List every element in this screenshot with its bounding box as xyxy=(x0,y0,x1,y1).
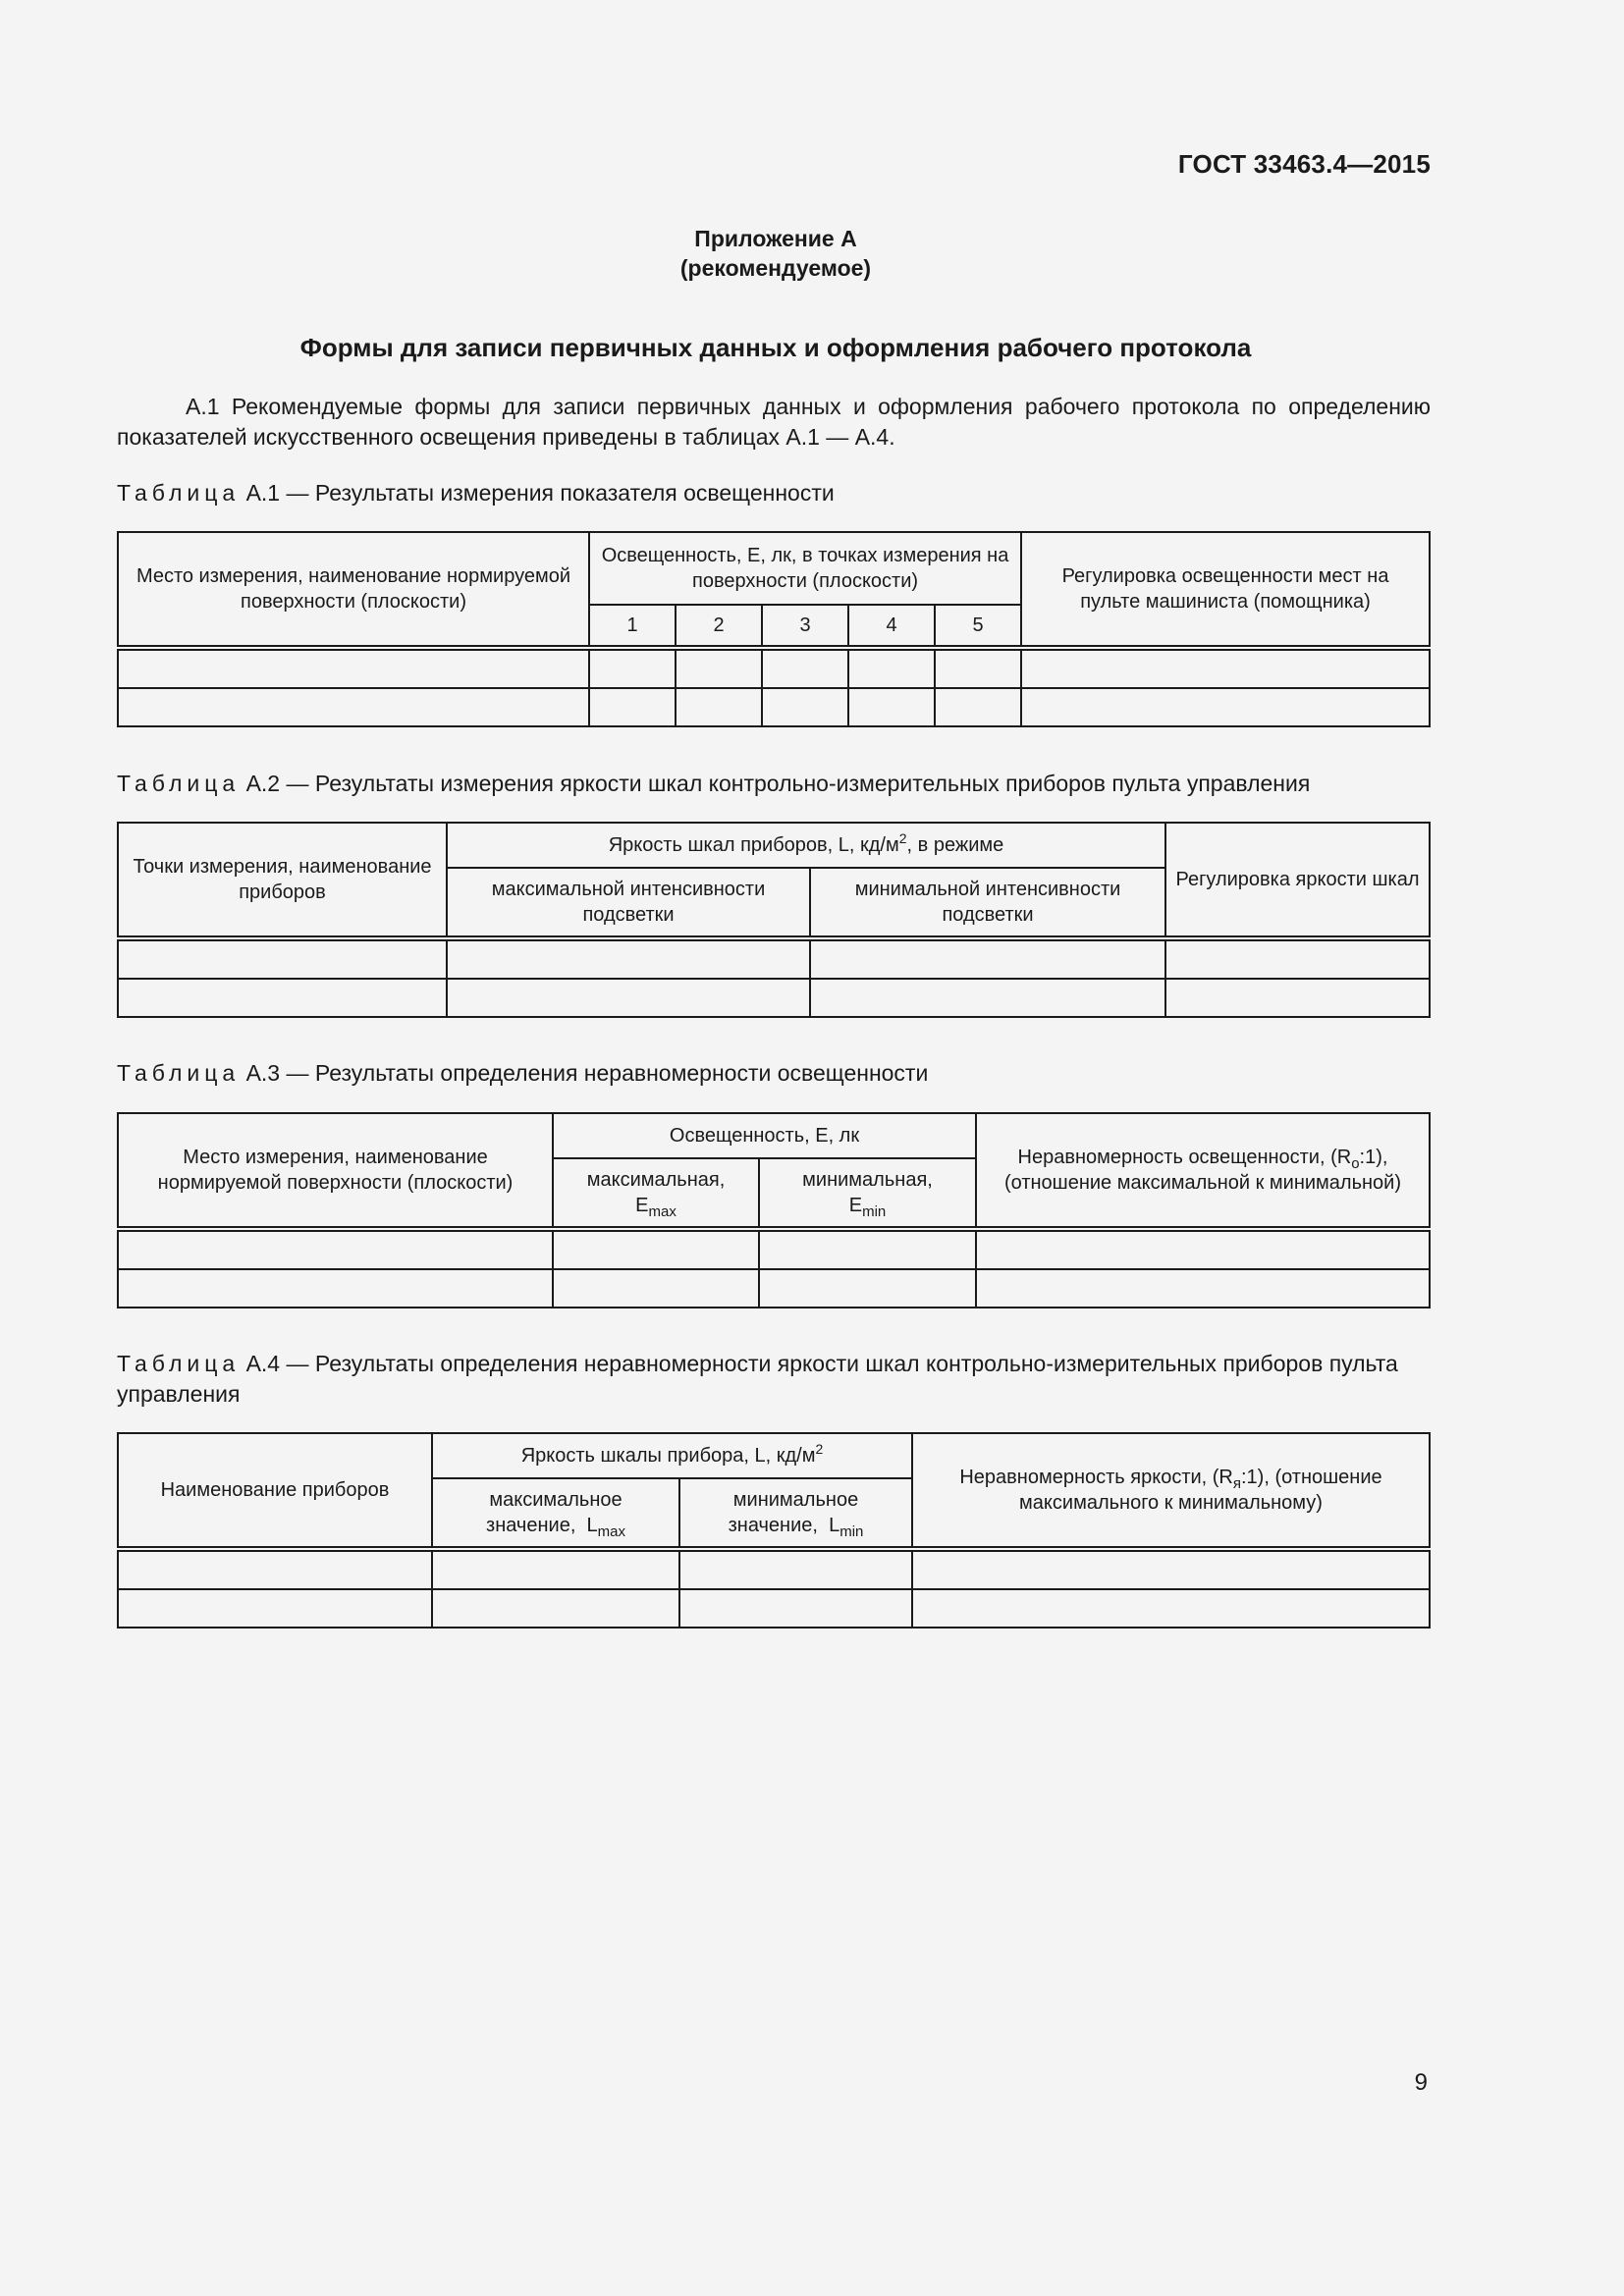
input-cell[interactable] xyxy=(118,979,447,1017)
input-cell[interactable] xyxy=(1165,938,1430,979)
t2-header-max: максимальной интенсивности подсветки xyxy=(447,868,810,938)
input-cell[interactable] xyxy=(976,1229,1430,1269)
input-cell[interactable] xyxy=(432,1589,679,1628)
input-cell[interactable] xyxy=(848,688,935,726)
table-row xyxy=(118,938,1430,979)
t3-header-min: минимальная, $E_{min}$ xyxy=(759,1158,976,1229)
t3-header-max: максимальная, $E_{max}$ xyxy=(553,1158,759,1229)
input-cell[interactable] xyxy=(553,1269,759,1308)
table-a1-caption xyxy=(117,478,1431,508)
t2-header-brightness: Яркость шкал приборов, L, $кд/м^2$, в режиме xyxy=(447,823,1165,868)
table-number: А.2 xyxy=(245,771,281,796)
t1-header-adjustment: Регулировка освещенности мест на пульте машиниста (помощника) xyxy=(1021,532,1430,648)
input-cell[interactable] xyxy=(912,1549,1430,1589)
standard-header: ГОСТ 33463.4—2015 xyxy=(1177,149,1431,179)
input-cell[interactable] xyxy=(447,979,810,1017)
t4-header-instruments: Наименование приборов xyxy=(118,1433,432,1549)
t1-point-1: 1 xyxy=(589,605,676,648)
input-cell[interactable] xyxy=(118,1589,432,1628)
t3-header-location: Место измерения, наименование нормируемой поверхности (плоскости) xyxy=(118,1113,553,1229)
table-a3-caption xyxy=(117,1058,1431,1089)
section-title: Формы для записи первичных данных и оформления рабочего протокола xyxy=(299,333,1252,362)
table-title: — Результаты определения неравномерности яркости шкал контрольно-измерительных приборов пульта управления xyxy=(117,1351,1398,1407)
input-cell[interactable] xyxy=(118,1549,432,1589)
input-cell[interactable] xyxy=(118,1229,553,1269)
appendix-heading xyxy=(0,224,1551,283)
t2-header-min: минимальной интенсивности подсветки xyxy=(810,868,1165,938)
input-cell[interactable] xyxy=(589,688,676,726)
t2-header-adjustment: Регулировка яркости шкал xyxy=(1165,823,1430,938)
t1-point-3: 3 xyxy=(762,605,848,648)
t4-header-min: минимальное значение, $L_{min}$ xyxy=(679,1478,912,1549)
input-cell[interactable] xyxy=(676,648,762,688)
input-cell[interactable] xyxy=(676,688,762,726)
t1-point-2: 2 xyxy=(676,605,762,648)
table-a4 xyxy=(117,1432,1431,1629)
table-a4-caption xyxy=(117,1349,1431,1410)
input-cell[interactable] xyxy=(810,938,1165,979)
t4-header-max: максимальное значение, $L_{max}$ xyxy=(432,1478,679,1549)
table-a2 xyxy=(117,822,1431,1018)
input-cell[interactable] xyxy=(810,979,1165,1017)
table-title: — Результаты определения неравномерности освещенности xyxy=(286,1060,929,1086)
table-title: — Результаты измерения яркости шкал контрольно-измерительных приборов пульта управления xyxy=(286,771,1311,796)
appendix-title: Приложение А xyxy=(694,226,857,251)
input-cell[interactable] xyxy=(447,938,810,979)
input-cell[interactable] xyxy=(935,648,1021,688)
table-title: — Результаты измерения показателя освещенности xyxy=(286,480,835,506)
t1-header-location: Место измерения, наименование нормируемой поверхности (плоскости) xyxy=(118,532,589,648)
input-cell[interactable] xyxy=(848,648,935,688)
table-number: А.3 xyxy=(245,1060,281,1086)
input-cell[interactable] xyxy=(935,688,1021,726)
input-cell[interactable] xyxy=(679,1589,912,1628)
table-label: Таблица xyxy=(117,1351,241,1376)
input-cell[interactable] xyxy=(759,1229,976,1269)
table-row xyxy=(118,1269,1430,1308)
table-row xyxy=(118,1229,1430,1269)
table-row xyxy=(118,688,1430,726)
table-a1 xyxy=(117,531,1431,727)
input-cell[interactable] xyxy=(589,648,676,688)
table-row xyxy=(118,1589,1430,1628)
table-label: Таблица xyxy=(117,1060,241,1086)
intro-paragraph xyxy=(117,392,1431,453)
input-cell[interactable] xyxy=(762,688,848,726)
input-cell[interactable] xyxy=(759,1269,976,1308)
t1-point-4: 4 xyxy=(848,605,935,648)
table-row xyxy=(118,648,1430,688)
input-cell[interactable] xyxy=(118,1269,553,1308)
input-cell[interactable] xyxy=(432,1549,679,1589)
input-cell[interactable] xyxy=(762,648,848,688)
input-cell[interactable] xyxy=(912,1589,1430,1628)
t3-header-illuminance: Освещенность, Е, лк xyxy=(553,1113,976,1158)
input-cell[interactable] xyxy=(976,1269,1430,1308)
t1-header-illuminance: Освещенность, Е, лк, в точках измерения на поверхности (плоскости) xyxy=(589,532,1021,605)
t2-header-points: Точки измерения, наименование приборов xyxy=(118,823,447,938)
page-number: 9 xyxy=(1414,2069,1428,2096)
t4-header-brightness: Яркость шкалы прибора, L, $кд/м^2$ xyxy=(432,1433,912,1478)
input-cell[interactable] xyxy=(118,938,447,979)
table-a2-caption xyxy=(117,769,1431,799)
table-row xyxy=(118,979,1430,1017)
appendix-status: (рекомендуемое) xyxy=(679,255,872,281)
t4-header-nonuniformity: Неравномерность яркости, $(R_я:1)$, (отношение максимального к минимальному) xyxy=(912,1433,1430,1549)
table-label: Таблица xyxy=(117,771,241,796)
input-cell[interactable] xyxy=(118,648,589,688)
input-cell[interactable] xyxy=(1021,688,1430,726)
input-cell[interactable] xyxy=(1165,979,1430,1017)
table-a3 xyxy=(117,1112,1431,1308)
input-cell[interactable] xyxy=(118,688,589,726)
input-cell[interactable] xyxy=(553,1229,759,1269)
table-number: А.4 xyxy=(245,1351,281,1376)
table-row xyxy=(118,1549,1430,1589)
t3-header-nonuniformity: Неравномерность освещенности, $(R_о:1)$, (отношение максимальной к минимальной) xyxy=(976,1113,1430,1229)
table-number: А.1 xyxy=(245,480,281,506)
table-label: Таблица xyxy=(117,480,241,506)
intro-paragraph-text: А.1 Рекомендуемые формы для записи первичных данных и оформления рабочего протокола по определению показателей искусственного освещения приведены в таблицах А.1 — А.4. xyxy=(117,394,1431,450)
input-cell[interactable] xyxy=(1021,648,1430,688)
input-cell[interactable] xyxy=(679,1549,912,1589)
t1-point-5: 5 xyxy=(935,605,1021,648)
